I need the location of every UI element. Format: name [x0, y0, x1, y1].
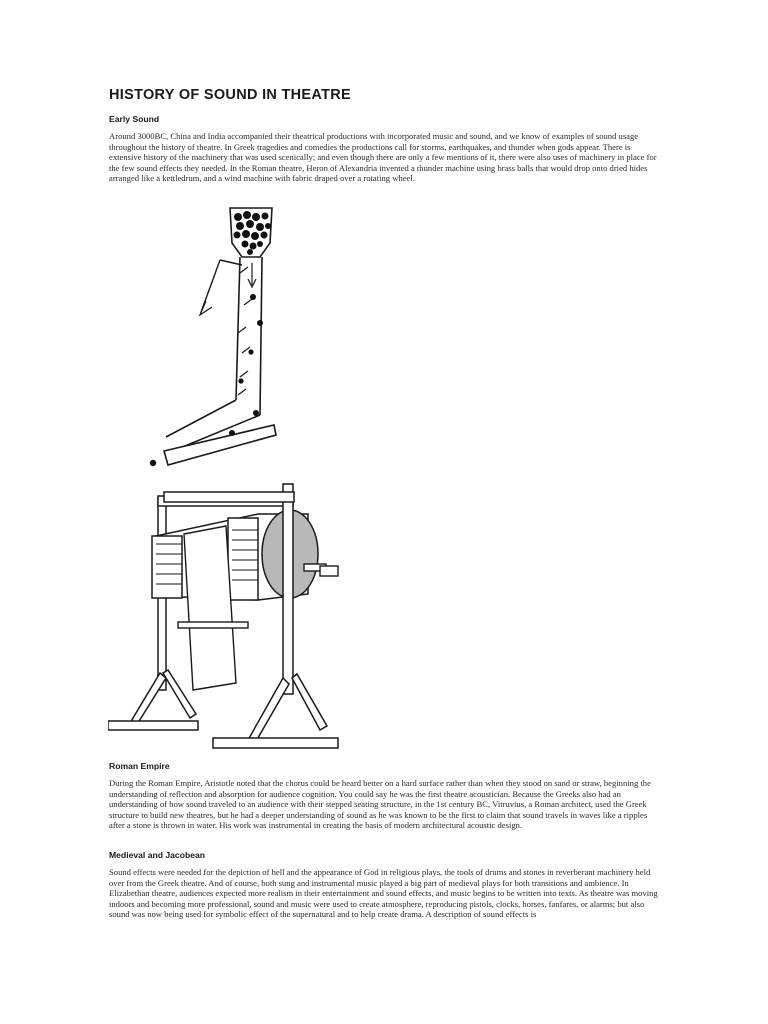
section-heading-roman-empire: Roman Empire: [109, 761, 170, 771]
page-title: HISTORY OF SOUND IN THEATRE: [109, 87, 351, 103]
thunder-machine-illustration: [140, 205, 290, 470]
section-heading-medieval-jacobean: Medieval and Jacobean: [109, 850, 205, 860]
wind-machine-illustration: [108, 478, 343, 753]
section-paragraph-early-sound: Around 3000BC, China and India accompanied their theatrical productions with incorporated music and sound, and we know of examples of sound usage throughout the history of theatre. In Greek tragedies and comedies the productions call for storms, earthquakes, and thunder when gods appear. There is extensive history of the machinery that was used scenically; and even though there are only a few mentions of it, there were also uses of machinery in place for the few sound effects they needed. In the Roman theatre, Heron of Alexandria invented a thunder machine using brass balls that would drop onto dried hides arranged like a kettledrum, and a wind machine with fabric draped over a rotating wheel.: [109, 131, 657, 184]
section-paragraph-roman-empire: During the Roman Empire, Aristotle noted that the chorus could be heard better on a hard surface rather than when they stood on sand or straw, beginning the understanding of reflection and absorption for audience cognition. You could say he was the first theatre acoustician. Because the Greeks also had an understanding of how sound traveled to an audience with their stepped seating structure, in the 1st century BC, Vitruvius, a Roman architect, used the Greek structure to build new theatres, but he had a deeper understanding of sound as he was known to be the first to claim that sound travels in waves like a ripples after a stone is thrown in water. His work was instrumental in creating the basis of modern architectural acoustic design.: [109, 778, 651, 831]
section-paragraph-medieval-jacobean: Sound effects were needed for the depiction of hell and the appearance of God in religious plays, the tools of drums and stones in reverberant machinery held over from the Greek theatre. And of course, both sung and instrumental music played a big part of medieval plays for both transitions and ambience. In Elizabethan theatre, audiences expected more realism in their entertainment and sound effects, and music begins to be written into texts. As theatre was moving indoors and becoming more professional, sound and music were used to create atmosphere, reproducing pistols, clocks, horses, fanfares, or alarms; but also sound was now being used for symbolic effect of the supernatural and to help create drama. A description of sound effects is: [109, 867, 658, 920]
section-heading-early-sound: Early Sound: [109, 114, 160, 124]
